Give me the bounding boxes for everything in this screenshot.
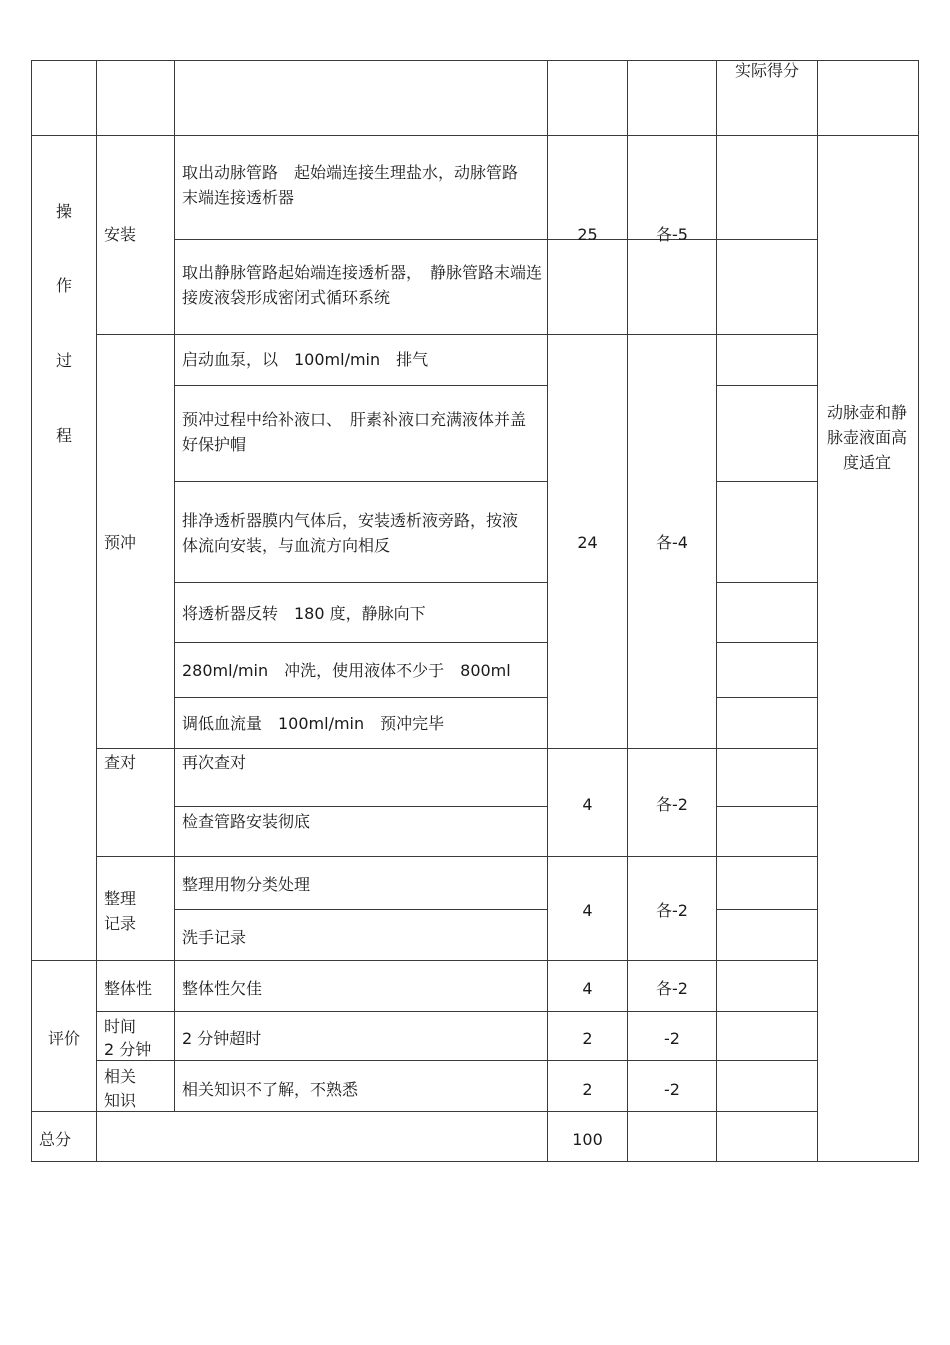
column-divider [817,60,818,1162]
eval-label: 知识 [104,1091,137,1110]
eval-item: 2 分钟超时 [182,1029,262,1048]
tidy-label: 记录 [104,914,137,933]
tidy-label: 整理 [104,889,137,908]
eval-label: 2 分钟 [104,1040,152,1059]
install-deduction: 各-5 [656,225,688,244]
prime-deduction: 各-4 [656,533,688,552]
install-item: 取出静脉管路起始端连接透析器， 静脉管路末端连接废液袋形成密闭式循环系统 [182,263,543,307]
check-label: 查对 [104,753,137,772]
total-label: 总分 [39,1130,72,1149]
section-char: 操 [55,202,72,221]
prime-label: 预冲 [104,533,137,552]
tidy-item: 整理用物分类处理 [182,875,311,894]
tidy-deduction: 各-2 [656,901,688,920]
column-divider [174,60,175,1112]
row-divider [96,1060,817,1061]
row-divider [96,856,817,857]
prime-item: 排净透析器膜内气体后，安装透析液旁路，按液体流向安装，与血流方向相反 [182,511,519,555]
row-divider [716,481,817,482]
row-divider [716,909,817,910]
eval-label: 时间 [104,1017,137,1036]
eval-label: 相关 [104,1067,137,1086]
row-divider [716,806,817,807]
eval-item: 整体性欠佳 [182,979,263,998]
eval-item: 相关知识不了解，不熟悉 [182,1080,359,1099]
tidy-item: 洗手记录 [182,928,247,947]
row-divider [96,1011,817,1012]
check-deduction: 各-2 [656,795,688,814]
check-score: 4 [582,795,593,814]
row-divider [174,239,817,240]
row-divider [716,385,817,386]
column-divider [96,60,97,1162]
prime-item: 预冲过程中给补液口、 肝素补液口充满液体并盖好保护帽 [182,410,527,454]
prime-item: 280ml/min 冲洗，使用液体不少于 800ml [182,661,511,680]
install-score: 25 [577,225,598,244]
table-border-bottom [31,1161,919,1162]
tidy-score: 4 [582,901,593,920]
eval-score: 2 [582,1029,593,1048]
eval-score: 4 [582,979,593,998]
install-label: 安装 [104,225,137,244]
eval-deduction: -2 [664,1029,680,1048]
header-actual-score: 实际得分 [734,61,799,80]
eval-deduction: 各-2 [656,979,688,998]
total-score: 100 [572,1130,603,1149]
row-divider [716,642,817,643]
row-divider [96,334,817,335]
section-evaluation-label: 评价 [47,1029,80,1048]
row-divider [174,582,547,583]
eval-score: 2 [582,1080,593,1099]
prime-item: 调低血流量 100ml/min 预冲完毕 [182,714,445,733]
prime-item: 将透析器反转 180 度，静脉向下 [182,604,426,623]
row-divider [174,697,547,698]
section-divider [31,960,817,961]
check-item: 再次查对 [182,753,247,772]
row-divider [96,748,817,749]
table-border-right [918,60,919,1162]
row-divider [174,806,547,807]
section-char: 过 [55,351,72,370]
eval-deduction: -2 [664,1080,680,1099]
prime-item: 启动血泵，以 100ml/min 排气 [182,350,429,369]
table-border-left [31,60,32,1162]
row-divider [174,909,547,910]
section-char: 程 [55,426,72,445]
install-item: 取出动脉管路 起始端连接生理盐水，动脉管路末端连接透析器 [182,163,519,207]
eval-label: 整体性 [104,979,153,998]
remark: 动脉壶和静脉壶液面高度适宜 [826,403,907,472]
row-divider [716,697,817,698]
prime-score: 24 [577,533,598,552]
check-item: 检查管路安装彻底 [182,812,311,831]
column-divider [716,60,717,1162]
row-divider [174,481,547,482]
header-divider [31,135,919,136]
section-divider [31,1111,817,1112]
row-divider [174,642,547,643]
row-divider [716,582,817,583]
section-char: 作 [55,276,72,295]
row-divider [174,385,547,386]
